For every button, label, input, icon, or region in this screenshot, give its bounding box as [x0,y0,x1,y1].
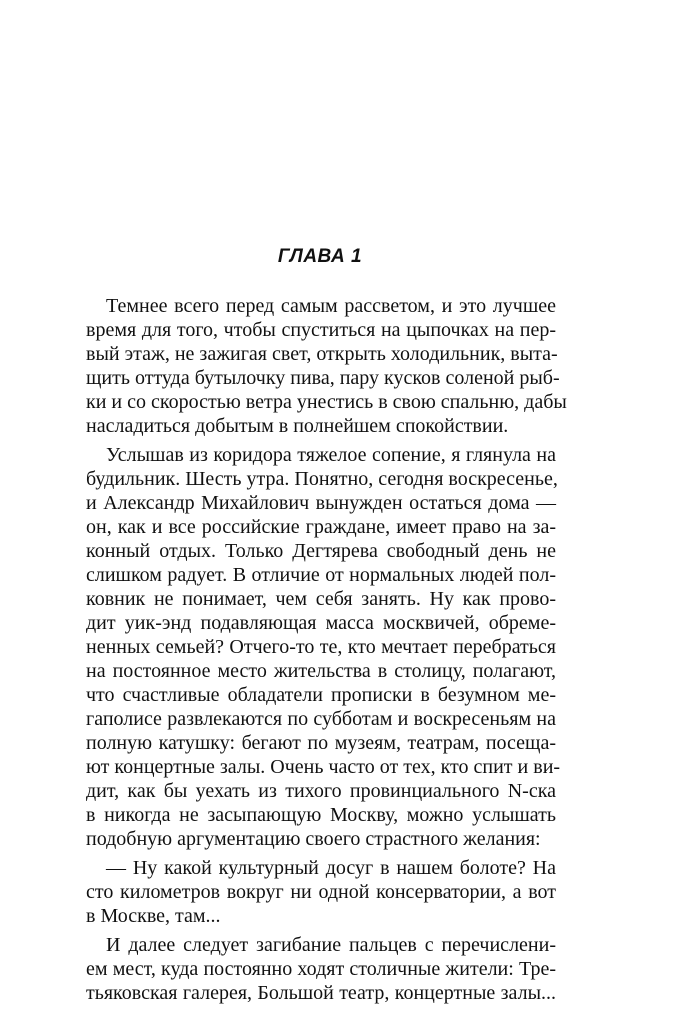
text-line: насладиться добытым в полнейшем спокойствии. [86,415,509,437]
text-line: ют концертные залы. Очень часто от тех, кто спит и ви- [86,756,561,778]
text-line: вый этаж, не зажигая свет, открыть холодильник, выта- [86,343,558,365]
text-line: ковник не понимает, чем себя занять. Ну как прово- [86,588,556,610]
text-line: Темнее всего перед самым рассветом, и это лучшее [106,295,556,317]
text-line: дит уик-энд подавляющая масса москвичей, обреме- [86,612,556,634]
text-line: ненных семьей? Отчего-то те, кто мечтает перебраться [86,636,556,658]
text-line: в Москве, там... [86,905,221,927]
text-line: Услышав из коридора тяжелое сопение, я глянула на [106,444,556,466]
text-line: время для того, чтобы спуститься на цыпочках на пер- [86,319,556,341]
text-line: в никогда не засыпающую Москву, можно услышать [86,804,556,826]
paragraph-3 [86,856,556,928]
text-line: он, как и все российские граждане, имеет право на за- [86,516,556,538]
text-line: слишком радует. В отличие от нормальных людей пол- [86,564,556,586]
text-line: сто километров вокруг ни одной консерватории, а вот [86,881,556,903]
text-line: что счастливые обладатели прописки в безумном ме- [86,684,556,706]
text-line: дит, как бы уехать из тихого провинциального N-ска [86,780,556,802]
text-line: ем мест, куда постоянно ходят столичные жители: Тре- [86,958,556,980]
chapter-body [86,294,567,1010]
paragraph-1 [86,294,567,438]
text-line: гаполисе развлекаются по субботам и воскресеньям на [86,708,556,730]
paragraph-4 [86,933,556,1005]
text-line: тьяковская галерея, Большой театр, концертные залы... [86,982,556,1004]
paragraph-2 [86,443,561,851]
text-line: на постоянное место жительства в столицу, полагают, [86,660,556,682]
text-line: — Ну какой культурный досуг в нашем болоте? На [106,857,556,879]
text-line: и Александр Михайлович вынужден остаться дома — [86,492,556,514]
text-line: И далее следует загибание пальцев с перечислени- [106,934,556,956]
text-line: ки и со скоростью ветра унестись в свою спальню, дабы [86,391,567,413]
text-line: конный отдых. Только Дегтярева свободный день не [86,540,556,562]
chapter-title: ГЛАВА 1 [277,246,363,267]
text-line: подобную аргументацию своего страстного желания: [86,828,541,850]
text-line: будильник. Шесть утра. Понятно, сегодня воскресенье, [86,468,558,490]
text-line: полную катушку: бегают по музеям, театрам, посеща- [86,732,556,754]
text-line: щить оттуда бутылочку пива, пару кусков соленой рыб- [86,367,560,389]
